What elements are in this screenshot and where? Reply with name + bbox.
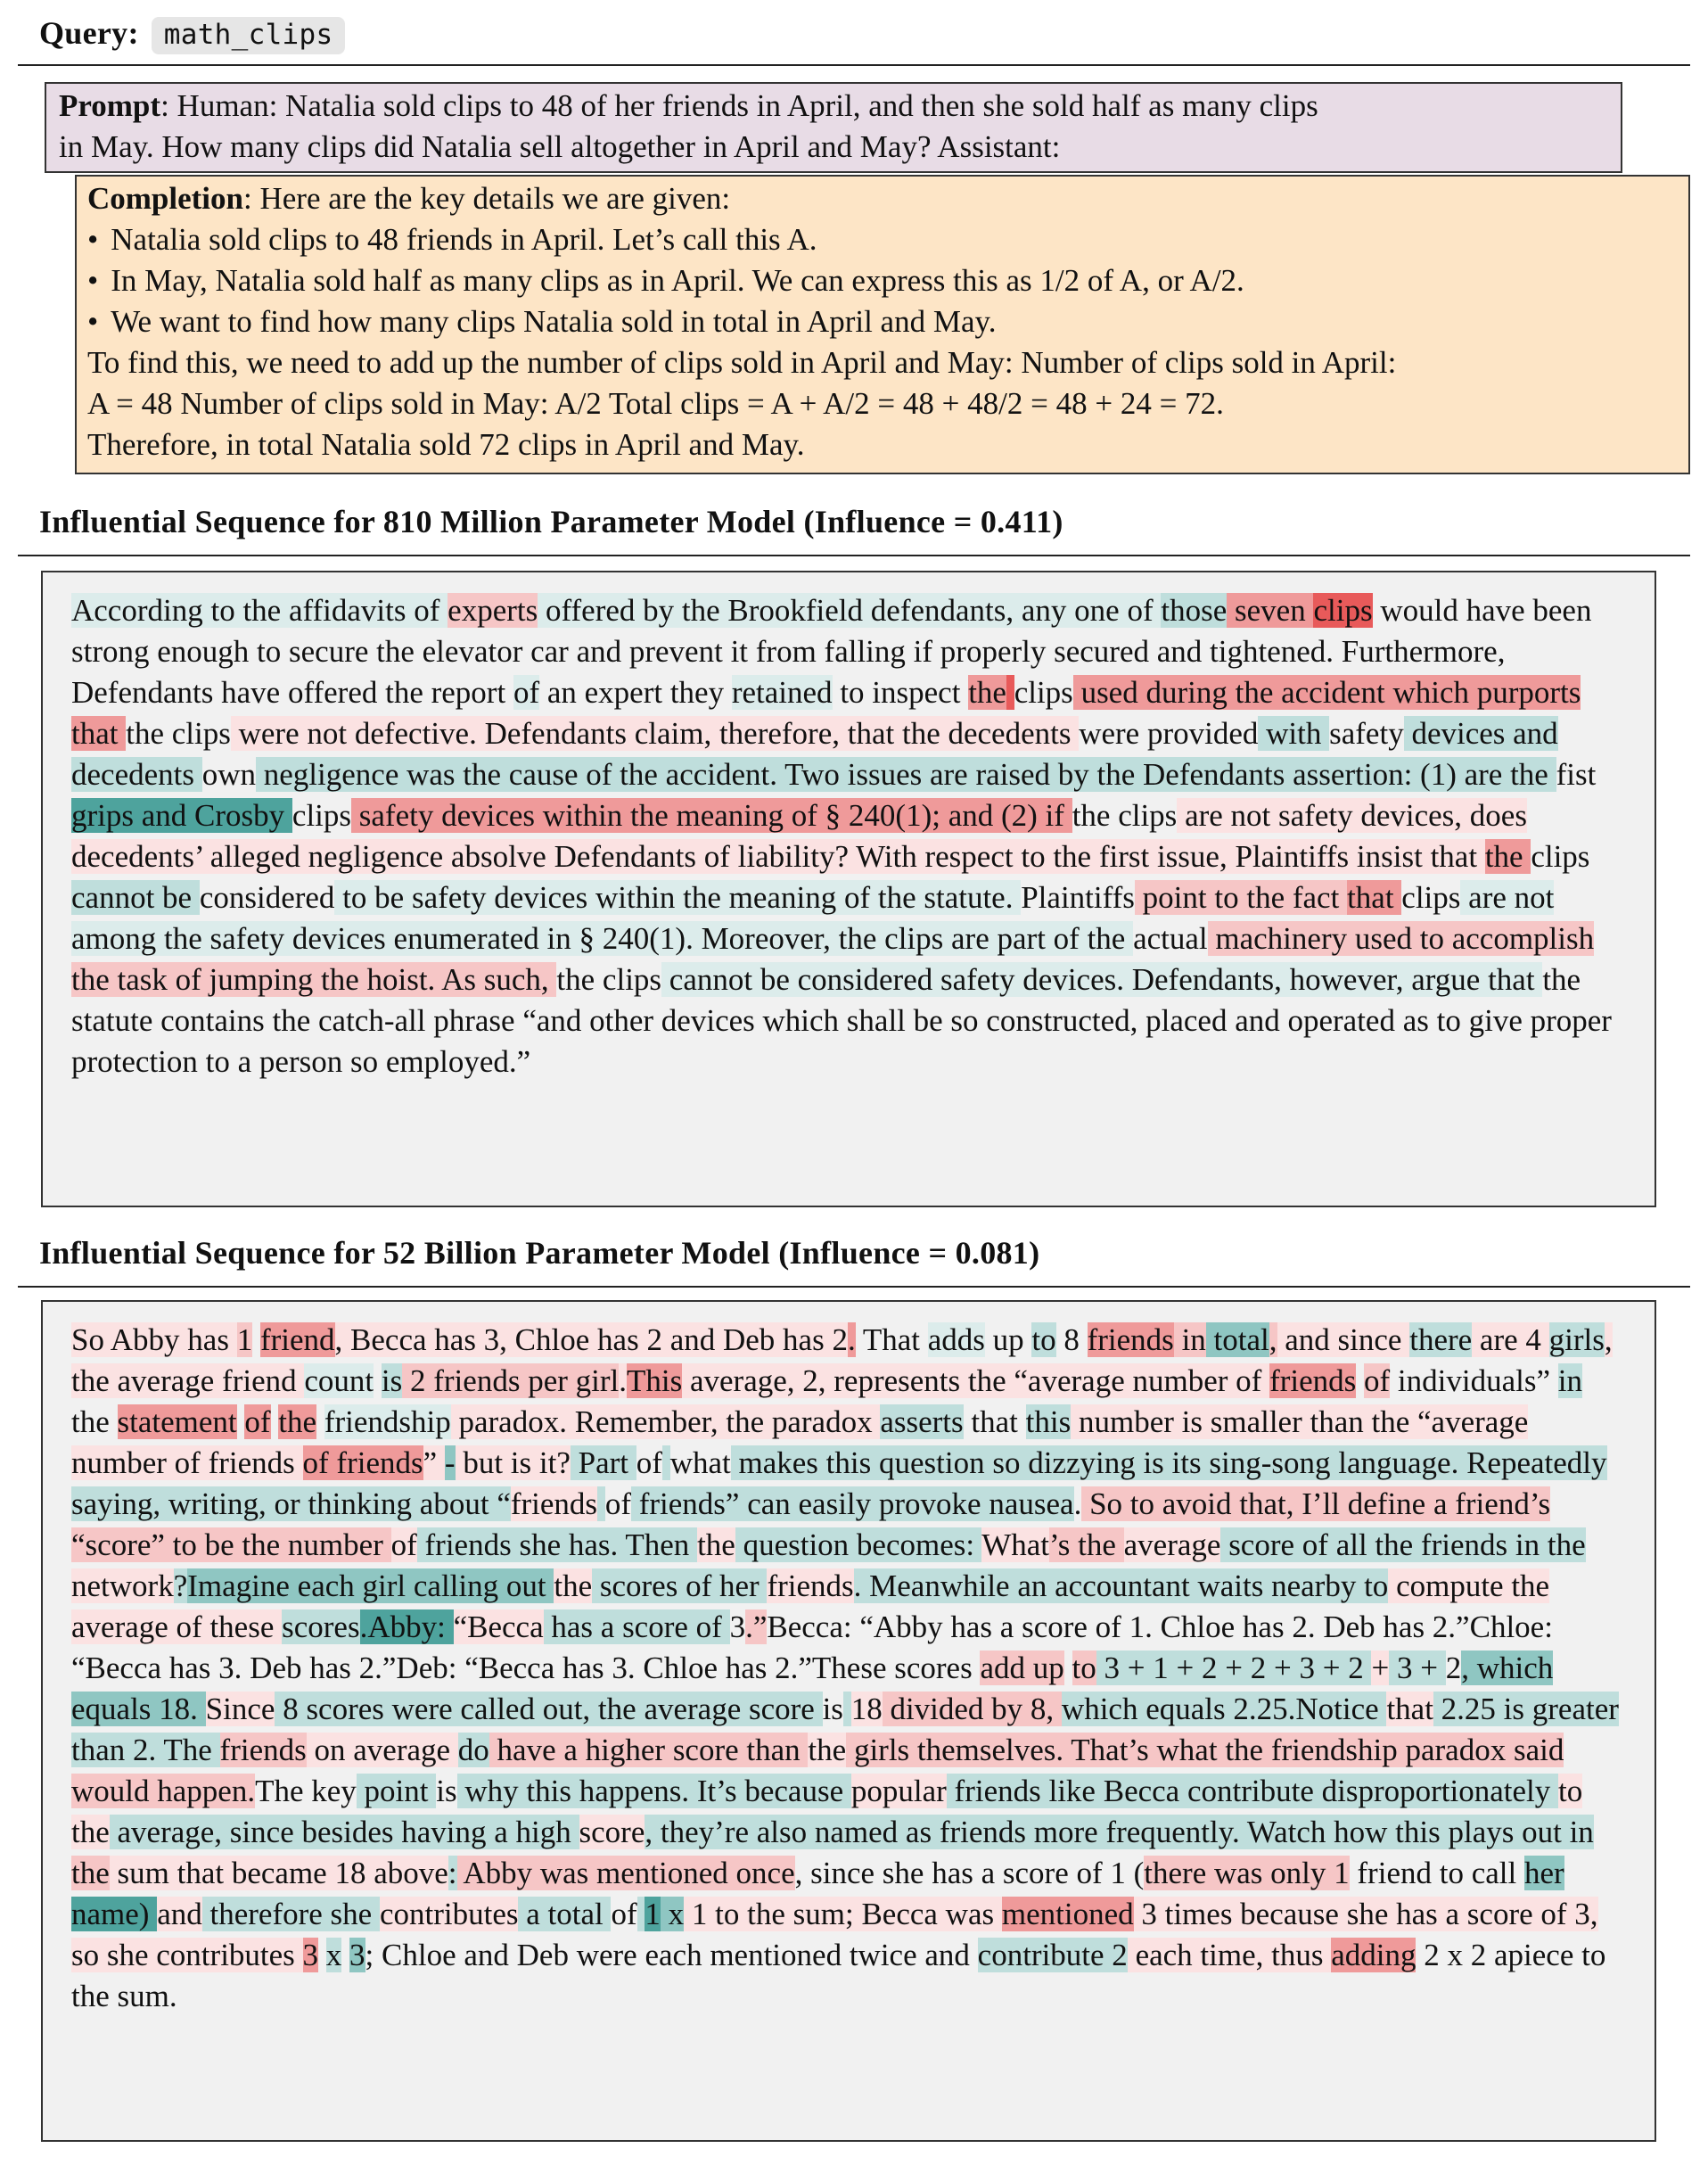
seq1-token: were not defective. Defendants claim, therefore, that the decedents: [230, 716, 1080, 751]
seq2-token: friends: [1087, 1322, 1174, 1357]
seq2-token: of friends: [302, 1445, 423, 1480]
seq2-token: ,: [1269, 1322, 1277, 1357]
seq2-token: “Becca: [453, 1609, 544, 1644]
seq2-token: popular: [850, 1774, 947, 1808]
seq2-token: network: [71, 1568, 174, 1603]
seq2-token: add up: [980, 1651, 1064, 1685]
seq2-token: , which equals 18.: [71, 1651, 1554, 1726]
seq2-token: to: [1364, 1568, 1389, 1603]
seq2-token: of: [604, 1486, 631, 1521]
seq1-token: devices and decedents: [71, 716, 1558, 792]
seq1-token: According to the affidavits of: [71, 593, 448, 628]
seq2-token: friends like Becca contribute disproportionately: [946, 1774, 1558, 1808]
seq1-token: cannot be: [71, 880, 200, 915]
prompt-label: Prompt: [59, 88, 161, 123]
prompt-text-1: : Human: Natalia sold clips to 48 of her friends in April, and then she sold half as many clips: [160, 88, 1318, 123]
seq2-token: was only: [1206, 1856, 1334, 1890]
seq2-token: count: [304, 1363, 374, 1398]
seq2-divider: [18, 1286, 1690, 1288]
prompt-box: [45, 82, 1622, 173]
seq2-token: ’s the: [1049, 1527, 1124, 1562]
seq2-token: That: [855, 1322, 928, 1357]
seq2-token: the: [808, 1733, 847, 1767]
seq2-token: total: [1205, 1322, 1269, 1357]
seq2-token: score: [579, 1815, 645, 1849]
seq2-token: Becca: “Abby has a score of 1. Chloe has 2. Deb has 2.”Chloe: “Becca has 3. Deb has 2.”Deb: “Becca has 3. Chloe has 2.”These scores: [71, 1609, 1553, 1685]
seq2-token: the: [71, 1856, 110, 1890]
seq2-token: contributes: [379, 1897, 519, 1931]
seq2-token: 1 to the sum; Becca was: [684, 1897, 1002, 1931]
seq1-token: own: [201, 757, 257, 792]
seq2-token: of: [636, 1445, 662, 1480]
seq2-token: ; Chloe and Deb were each mentioned twice and: [365, 1938, 978, 1972]
seq2-token: .”: [745, 1609, 768, 1644]
completion-intro: : Here are the key details we are given:: [243, 181, 731, 216]
seq1-token: the clips: [126, 716, 231, 751]
seq2-token: is: [436, 1774, 457, 1808]
seq2-token: .: [847, 1322, 856, 1357]
seq2-token: are 4: [1472, 1322, 1549, 1357]
seq2-token: what: [669, 1445, 731, 1480]
seq2-token: 1: [645, 1897, 661, 1931]
seq2-token: 3: [349, 1938, 365, 1972]
seq2-token: up: [984, 1322, 1032, 1357]
seq2-token: [843, 1692, 851, 1726]
completion-label: Completion: [87, 181, 243, 216]
seq1-token: grips and Crosby: [71, 798, 292, 833]
seq2-token: individuals”: [1390, 1363, 1558, 1398]
seq1-token: Plaintiffs: [1021, 880, 1135, 915]
seq1-token: to inspect: [832, 675, 969, 710]
completion-intro-line: [87, 178, 1678, 219]
seq1-token: statute contains the catch-all phrase “and other devices which shall be so constructed, placed and operated as to give proper protection to a person so employed.”: [71, 1003, 1612, 1079]
seq2-token: [1463, 1938, 1471, 1972]
seq2-token: friends: [219, 1733, 307, 1767]
seq2-token: of: [390, 1527, 417, 1562]
seq2-token: 2: [1445, 1651, 1462, 1685]
seq2-token: 8: [1055, 1322, 1088, 1357]
seq2-token: [252, 1322, 260, 1357]
seq2-token: , since she has a score of 1 (: [794, 1856, 1145, 1890]
seq2-token: [661, 1897, 669, 1931]
seq2-token: to: [1031, 1322, 1056, 1357]
seq2-token: , they’re also named as friends more frequently. Watch how this plays out in: [645, 1815, 1594, 1849]
seq2-token: the: [697, 1527, 735, 1562]
seq1-token: are not among the safety devices enumerated in § 240(1). Moreover, the clips are part of the: [71, 880, 1555, 956]
seq2-token: equals 2.25.Notice: [1137, 1692, 1387, 1726]
seq2-token: the: [71, 1815, 110, 1849]
seq2-token: [374, 1363, 382, 1398]
seq2-token: [271, 1404, 279, 1439]
seq2-token: girls: [1548, 1322, 1605, 1357]
seq2-token: 3 times because she has a score of 3, so she contributes: [71, 1897, 1598, 1972]
seq2-token: and: [157, 1897, 202, 1931]
seq2-token: asserts: [880, 1404, 964, 1439]
seq2-token: 1: [1334, 1856, 1350, 1890]
seq2-token: +: [1371, 1651, 1390, 1685]
seq2-token: [341, 1938, 349, 1972]
seq2-token: scores: [282, 1609, 360, 1644]
seq1-token: of: [513, 675, 540, 710]
seq2-token: sum that became 18 above: [109, 1856, 448, 1890]
seq2-token: [318, 1938, 326, 1972]
completion-body-2: A = 48 Number of clips sold in May: A/2 Total clips = A + A/2 = 48 + 48/2 = 48 + 24 = 72.: [87, 386, 1224, 421]
seq2-token: [662, 1445, 670, 1480]
seq1-token: to be safety devices within the meaning of the statute.: [334, 880, 1022, 915]
seq1-token: clips: [1313, 593, 1373, 628]
seq1-token: machinery used to accomplish the task of jumping the hoist. As such,: [71, 921, 1595, 997]
seq2-token: have a higher score than: [489, 1733, 809, 1767]
seq2-token: Abby was mentioned: [456, 1856, 736, 1890]
seq2-token: has a score of: [543, 1609, 730, 1644]
seq2-token: .: [168, 1979, 177, 2013]
seq2-token: score of all the friends in the: [1220, 1527, 1586, 1562]
seq1-token: would have been strong enough to secure the elevator car and prevent it from falling if properly secured and tightened. Furthermore, Defendants have offered the report: [71, 593, 1592, 710]
seq2-token: to: [1557, 1774, 1583, 1808]
seq1-token: considered: [199, 880, 335, 915]
seq1-box: [41, 571, 1656, 1207]
seq1-title: Influential Sequence for 810 Million Parameter Model (Influence = 0.411): [39, 504, 1063, 539]
seq2-token: 2: [1470, 1938, 1487, 1972]
seq1-token: retained: [731, 675, 833, 710]
seq2-token: question becomes:: [735, 1527, 982, 1562]
seq2-token: , the average friend: [71, 1322, 1613, 1398]
seq2-token: do: [457, 1733, 489, 1767]
seq2-token: .: [1073, 1486, 1082, 1521]
seq2-token: The key: [255, 1774, 357, 1808]
completion-body-3: Therefore, in total Natalia sold 72 clips in April and May.: [87, 427, 805, 462]
seq1-token: clips: [1401, 880, 1461, 915]
seq2-token: mentioned: [1001, 1897, 1134, 1931]
seq2-token: friendship: [324, 1404, 451, 1439]
seq1-token: an expert they: [539, 675, 732, 710]
seq2-token: 3 + 1 + 2 + 2 + 3 + 2: [1096, 1651, 1372, 1685]
seq2-token: So Abby has: [71, 1322, 237, 1357]
seq2-token: apiece to the sum: [71, 1938, 1606, 2013]
seq1-token: [1006, 675, 1014, 710]
seq2-token: girls themselves. That’s what the friendship paradox said would happen.: [71, 1733, 1564, 1808]
seq1-token: safety: [1329, 716, 1404, 751]
seq2-token: that: [1386, 1692, 1433, 1726]
seq2-token: , Becca has 3, Chloe has 2 and Deb has 2: [334, 1322, 848, 1357]
seq1-token: are not safety devices, does decedents’ alleged negligence absolve Defendants of liability? With respect to the first issue, Plaintiffs insist that: [71, 798, 1527, 874]
completion-bullet-2: • In May, Natalia sold half as many clips as in April. We can express this as 1/2 of A, or A/2.: [87, 260, 1678, 301]
seq2-token: of: [1364, 1363, 1391, 1398]
seq2-token: x: [668, 1897, 685, 1931]
seq2-token: on average: [306, 1733, 458, 1767]
seq2-token: is: [822, 1692, 843, 1726]
seq2-token: this: [1025, 1404, 1072, 1439]
seq2-token: -: [444, 1445, 456, 1480]
seq2-token: each time, thus: [1127, 1938, 1332, 1972]
seq2-token: is: [381, 1363, 403, 1398]
seq2-box: [41, 1300, 1656, 2142]
seq2-token: [597, 1486, 605, 1521]
seq1-token: clips: [292, 798, 352, 833]
seq2-token: name): [71, 1897, 158, 1931]
seq2-token: contribute 2: [977, 1938, 1128, 1972]
seq2-token: average, 2, represents the “average number of: [682, 1363, 1270, 1398]
seq2-token: once: [735, 1856, 795, 1890]
seq2-token: ?: [173, 1568, 188, 1603]
seq2-token: 3 +: [1389, 1651, 1446, 1685]
seq1-token: were provided: [1079, 716, 1259, 751]
seq2-token: statement: [117, 1404, 237, 1439]
seq1-token: safety devices within the meaning of § 240(1); and (2) if: [351, 798, 1072, 833]
seq1-token: offered by the Brookfield defendants, any one of: [538, 593, 1162, 628]
seq2-token: divided by 8,: [882, 1692, 1062, 1726]
seq2-token: and since: [1277, 1322, 1410, 1357]
seq1-token: clips: [1531, 839, 1590, 874]
query-name: math_clips: [152, 17, 346, 54]
seq2-token: So to avoid that, I’ll define a friend’s “score” to be the number: [71, 1486, 1551, 1562]
seq1-token: fist: [1556, 757, 1597, 792]
seq1-token: point to the fact: [1134, 880, 1348, 915]
seq2-token: 8 scores were called out, the average score: [275, 1692, 823, 1726]
seq2-token: ”: [423, 1445, 445, 1480]
seq2-token: 1: [236, 1322, 253, 1357]
seq2-token: that: [963, 1404, 1026, 1439]
seq2-token: point: [356, 1774, 437, 1808]
seq2-token: average: [1123, 1527, 1221, 1562]
seq1-token: negligence was the cause of the accident. Two issues are raised by the Defendants assertion: (1) are the: [256, 757, 1556, 792]
seq2-token: friends: [510, 1486, 598, 1521]
seq2-token: .Abby:: [359, 1609, 454, 1644]
seq2-text: [71, 1320, 1626, 2017]
completion-bullet-1: • Natalia sold clips to 48 friends in April. Let’s call this A.: [87, 219, 1678, 260]
seq2-token: in: [1173, 1322, 1206, 1357]
seq2-token: scores of her: [592, 1568, 768, 1603]
seq2-token: :: [448, 1856, 457, 1890]
seq2-token: number is smaller than the “average number of friends: [71, 1404, 1529, 1480]
seq1-text: [71, 590, 1626, 1082]
seq2-token: adding: [1331, 1938, 1416, 1972]
prompt-line-2: in May. How many clips did Natalia sell altogether in April and May? Assistant:: [59, 129, 1061, 164]
seq2-token: friends she has. Then: [416, 1527, 698, 1562]
seq1-token: the: [968, 675, 1006, 710]
seq2-token: why this happens. It’s because: [456, 1774, 851, 1808]
seq2-token: there: [1144, 1856, 1207, 1890]
seq2-token: friends” can easily provoke nausea: [630, 1486, 1074, 1521]
query-header: [39, 14, 345, 54]
seq2-token: This: [626, 1363, 683, 1398]
seq2-token: [316, 1404, 324, 1439]
seq2-token: to: [1072, 1651, 1096, 1685]
seq2-token: the: [554, 1568, 593, 1603]
seq2-token: friends: [1269, 1363, 1357, 1398]
seq1-token: the: [1484, 839, 1531, 874]
seq2-token: average, since besides having a high: [109, 1815, 579, 1849]
seq1-token: seven: [1227, 593, 1314, 628]
completion-body-1: To find this, we need to add up the number of clips sold in April and May: Number of clips sold in April:: [87, 345, 1397, 380]
seq2-token: 2: [1424, 1938, 1440, 1972]
seq2-token: Part: [570, 1445, 636, 1480]
seq2-token: [1356, 1363, 1364, 1398]
seq2-token: 3: [302, 1938, 319, 1972]
seq1-token: the: [1542, 962, 1581, 997]
seq1-divider: [18, 555, 1690, 556]
seq2-token: 3: [729, 1609, 746, 1644]
seq2-token: in: [1557, 1363, 1582, 1398]
seq2-token: .: [619, 1363, 627, 1398]
seq1-token: experts: [448, 593, 538, 628]
query-divider: [18, 64, 1690, 66]
seq2-token: makes this question so dizzying is its sing-song language. Repeatedly saying, writing, or thinking about “: [71, 1445, 1607, 1521]
seq2-token: Imagine each girl calling out: [187, 1568, 554, 1603]
seq2-token: of: [244, 1404, 271, 1439]
seq2-token: x: [1447, 1938, 1463, 1972]
seq2-token: What: [981, 1527, 1050, 1562]
seq2-token: but is it?: [455, 1445, 571, 1480]
seq1-token: used during the accident which purports that: [71, 675, 1581, 751]
seq2-token: . Meanwhile an accountant waits nearby: [853, 1568, 1365, 1603]
seq1-token: that: [1347, 880, 1402, 915]
seq2-token: her: [1523, 1856, 1564, 1890]
seq2-token: Since: [205, 1692, 275, 1726]
seq2-token: 2 friends per girl: [402, 1363, 620, 1398]
seq2-token: 2.25 is greater than 2. The: [71, 1692, 1619, 1767]
seq2-token: therefore she: [201, 1897, 380, 1931]
seq1-token: cannot be considered safety devices. Defendants, however, argue that: [661, 962, 1543, 997]
completion-box: [75, 175, 1690, 474]
seq2-token: 18: [850, 1692, 883, 1726]
seq2-token: of: [611, 1897, 637, 1931]
query-label: Query:: [39, 15, 139, 51]
completion-bullet-3: • We want to find how many clips Natalia sold in total in April and May.: [87, 301, 1678, 342]
seq2-token: the: [278, 1404, 317, 1439]
seq2-token: the: [71, 1404, 118, 1439]
seq2-token: [1416, 1938, 1424, 1972]
seq1-token: with: [1258, 716, 1330, 751]
seq2-token: [1064, 1651, 1072, 1685]
seq2-token: which: [1061, 1692, 1138, 1726]
seq2-token: friend to call: [1349, 1856, 1524, 1890]
seq2-token: friend: [259, 1322, 335, 1357]
seq2-token: adds: [927, 1322, 985, 1357]
seq2-token: a total: [518, 1897, 612, 1931]
seq2-token: x: [325, 1938, 342, 1972]
seq1-token: the clips: [1072, 798, 1178, 833]
seq1-token: those: [1161, 593, 1228, 628]
seq2-title: Influential Sequence for 52 Billion Parameter Model (Influence = 0.081): [39, 1235, 1040, 1271]
seq2-token: paradox. Remember, the paradox: [450, 1404, 881, 1439]
seq2-token: compute the average of these: [71, 1568, 1550, 1644]
prompt-line-1: [59, 86, 1608, 127]
seq2-token: friends: [767, 1568, 854, 1603]
seq1-token: clips: [1014, 675, 1073, 710]
seq2-token: there: [1409, 1322, 1473, 1357]
seq1-token: the clips: [556, 962, 662, 997]
seq1-token: actual: [1133, 921, 1208, 956]
